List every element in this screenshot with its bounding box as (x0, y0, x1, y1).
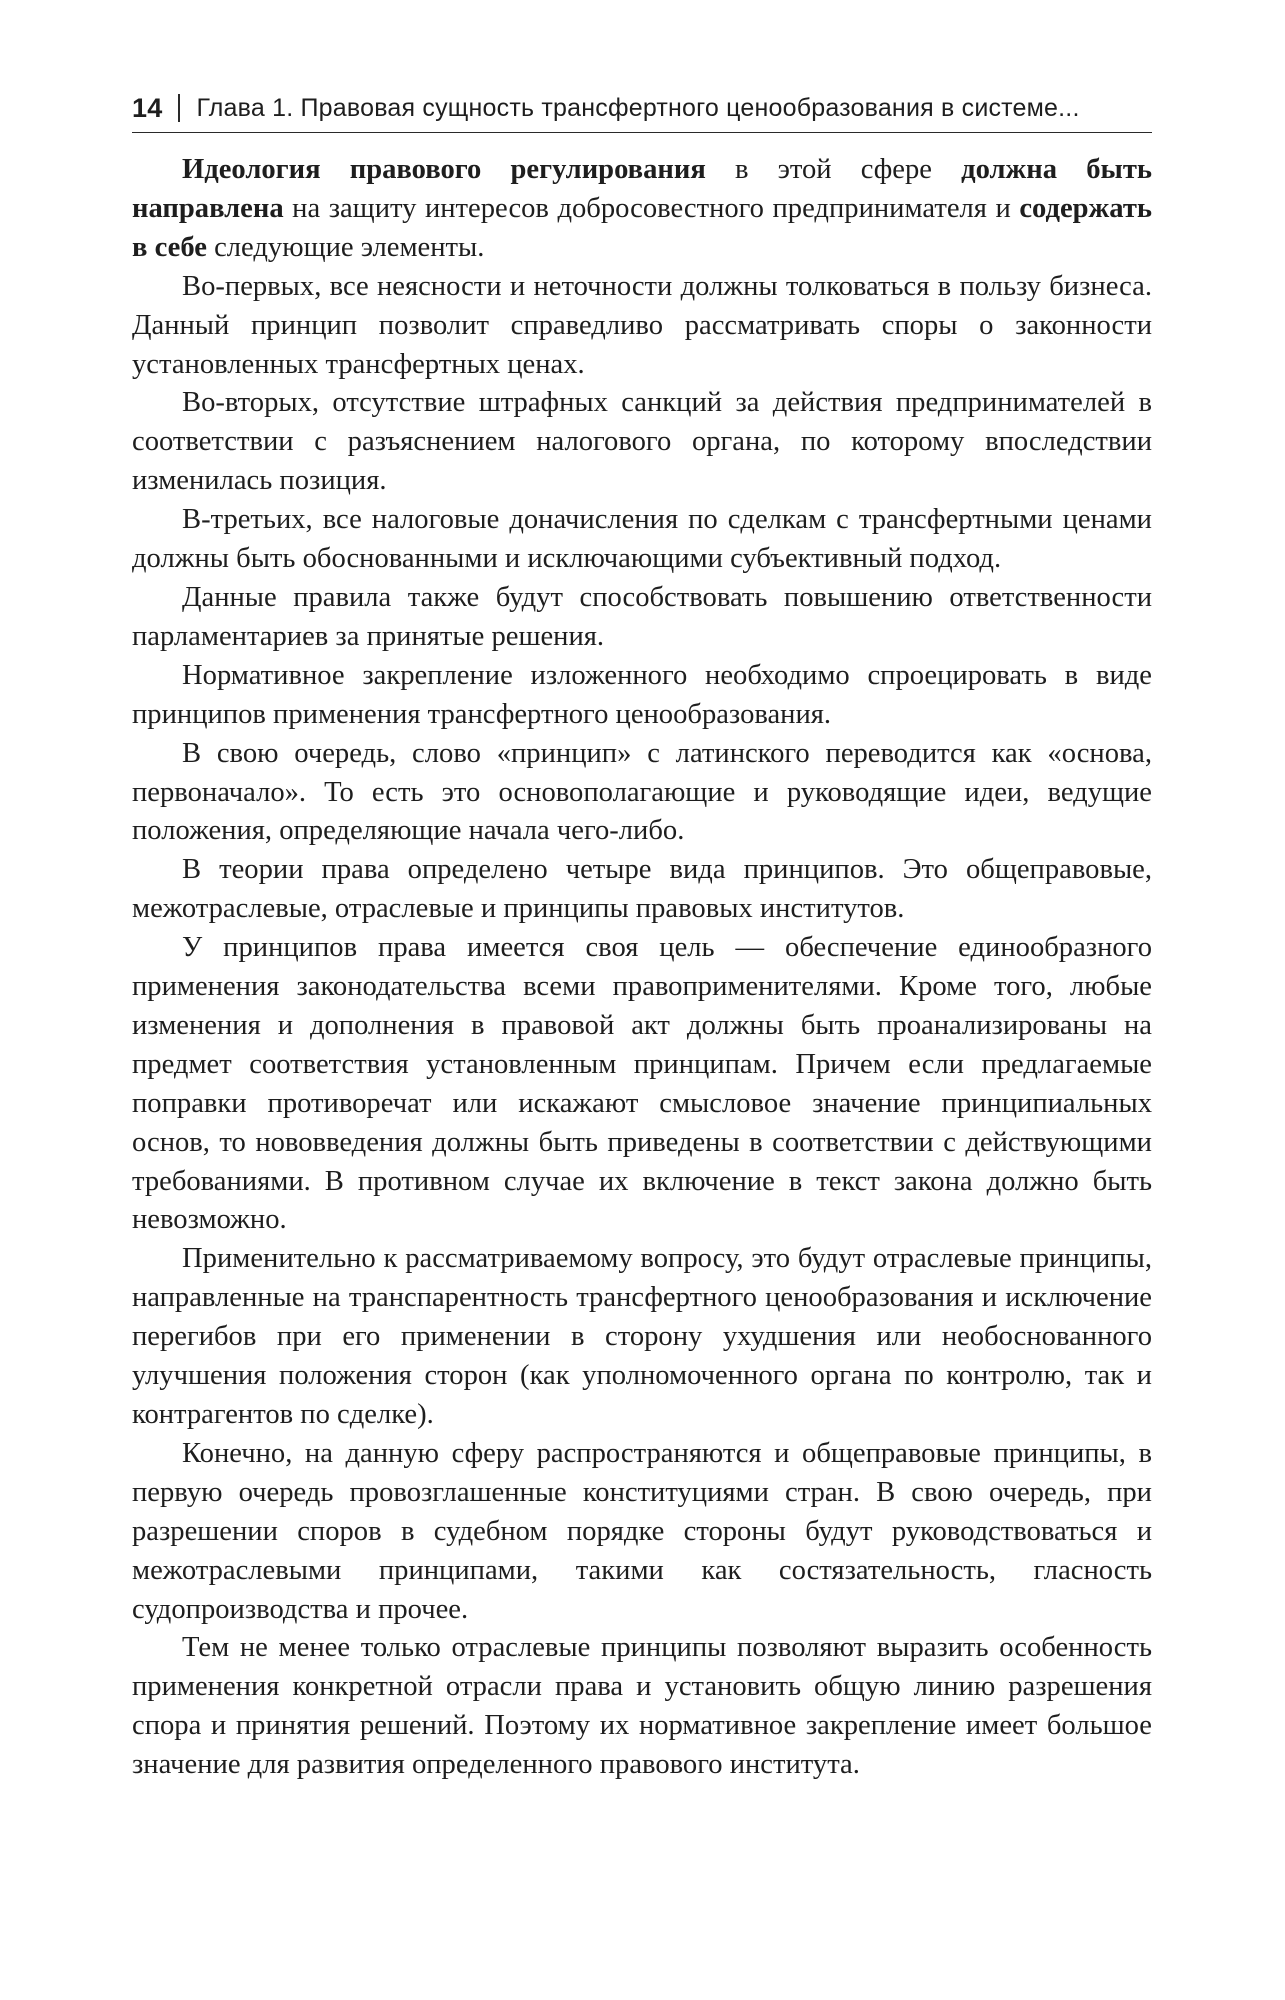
page-number: 14 (132, 92, 163, 123)
paragraph: Данные правила также будут способствовать повышению ответственности парламентариев за принятые решения. (132, 581, 1152, 652)
body-text (132, 151, 1152, 1785)
paragraph: Применительно к рассматриваемому вопросу, это будут отраслевые принципы, направленные на транспарентность трансфертного ценообразования и исключение перегибов при его применении в сторону ухудшения или необоснованного улучшения положения сторон (как уполномоченного органа по контролю, так и контрагентов по сделке). (132, 1243, 1152, 1430)
bold-phrase: должна быть направлена (132, 154, 1152, 224)
paragraph: У принципов права имеется своя цель — обеспечение единообразного применения законодательства всеми правоприменителями. Кроме того, любые изменения и дополнения в правовой акт должны быть проанализированы на предмет соответствия установленным принципам. Причем если предлагаемые поправки противоречат или искажают смысловое значение принципиальных основ, то нововведения должны быть приведены в соответствии с действующими требованиями. В противном случае их включение в текст закона должно быть невозможно. (132, 932, 1152, 1236)
paragraph: В-третьих, все налоговые доначисления по сделкам с трансфертными ценами должны быть обоснованными и исключающими субъективный подход. (132, 504, 1152, 575)
running-title: Глава 1. Правовая сущность трансфертного ценообразования в системе... (196, 93, 1080, 122)
running-header (132, 84, 1152, 133)
paragraph: Конечно, на данную сферу распространяются и общеправовые принципы, в первую очередь провозглашенные конституциями стран. В свою очередь, при разрешении споров в судебном порядке стороны будут руководствоваться и межотраслевыми принципами, такими как состязательность, гласность судопроизводства и прочее. (132, 1437, 1152, 1625)
paragraph: Нормативное закрепление изложенного необходимо спроецировать в виде принципов применения трансфертного ценообразования. (132, 659, 1152, 730)
header-separator (178, 94, 180, 122)
bold-phrase: Идеология правового регулирования (182, 154, 706, 185)
bold-phrase: содержать в себе (132, 192, 1152, 263)
text-run: в этой сфере (705, 154, 962, 185)
paragraph: В свою очередь, слово «принцип» с латинского переводится как «основа, первоначало». То есть это основополагающие и руководящие идеи, ведущие положения, определяющие начала чего-либо. (132, 737, 1152, 847)
paragraph-intro (132, 151, 1152, 268)
text-run: на защиту интересов добросовестного предпринимателя и (283, 192, 1020, 224)
paragraph: Тем не менее только отраслевые принципы позволяют выразить особенность применения конкретной отрасли права и установить общую линию разрешения спора и принятия решений. Поэтому их нормативное закрепление имеет большое значение для развития определенного правового института. (132, 1632, 1152, 1781)
paragraph: В теории права определено четыре вида принципов. Это общеправовые, межотраслевые, отраслевые и принципы правовых институтов. (132, 854, 1152, 925)
text-run: следующие элементы. (206, 231, 485, 263)
paragraph: Во-вторых, отсутствие штрафных санкций за действия предпринимателей в соответствии с разъяснением налогового органа, по которому впоследствии изменилась позиция. (132, 387, 1152, 497)
book-page (132, 84, 1152, 1785)
paragraph: Во-первых, все неясности и неточности должны толковаться в пользу бизнеса. Данный принцип позволит справедливо рассматривать споры о законности установленных трансфертных ценах. (132, 270, 1152, 380)
